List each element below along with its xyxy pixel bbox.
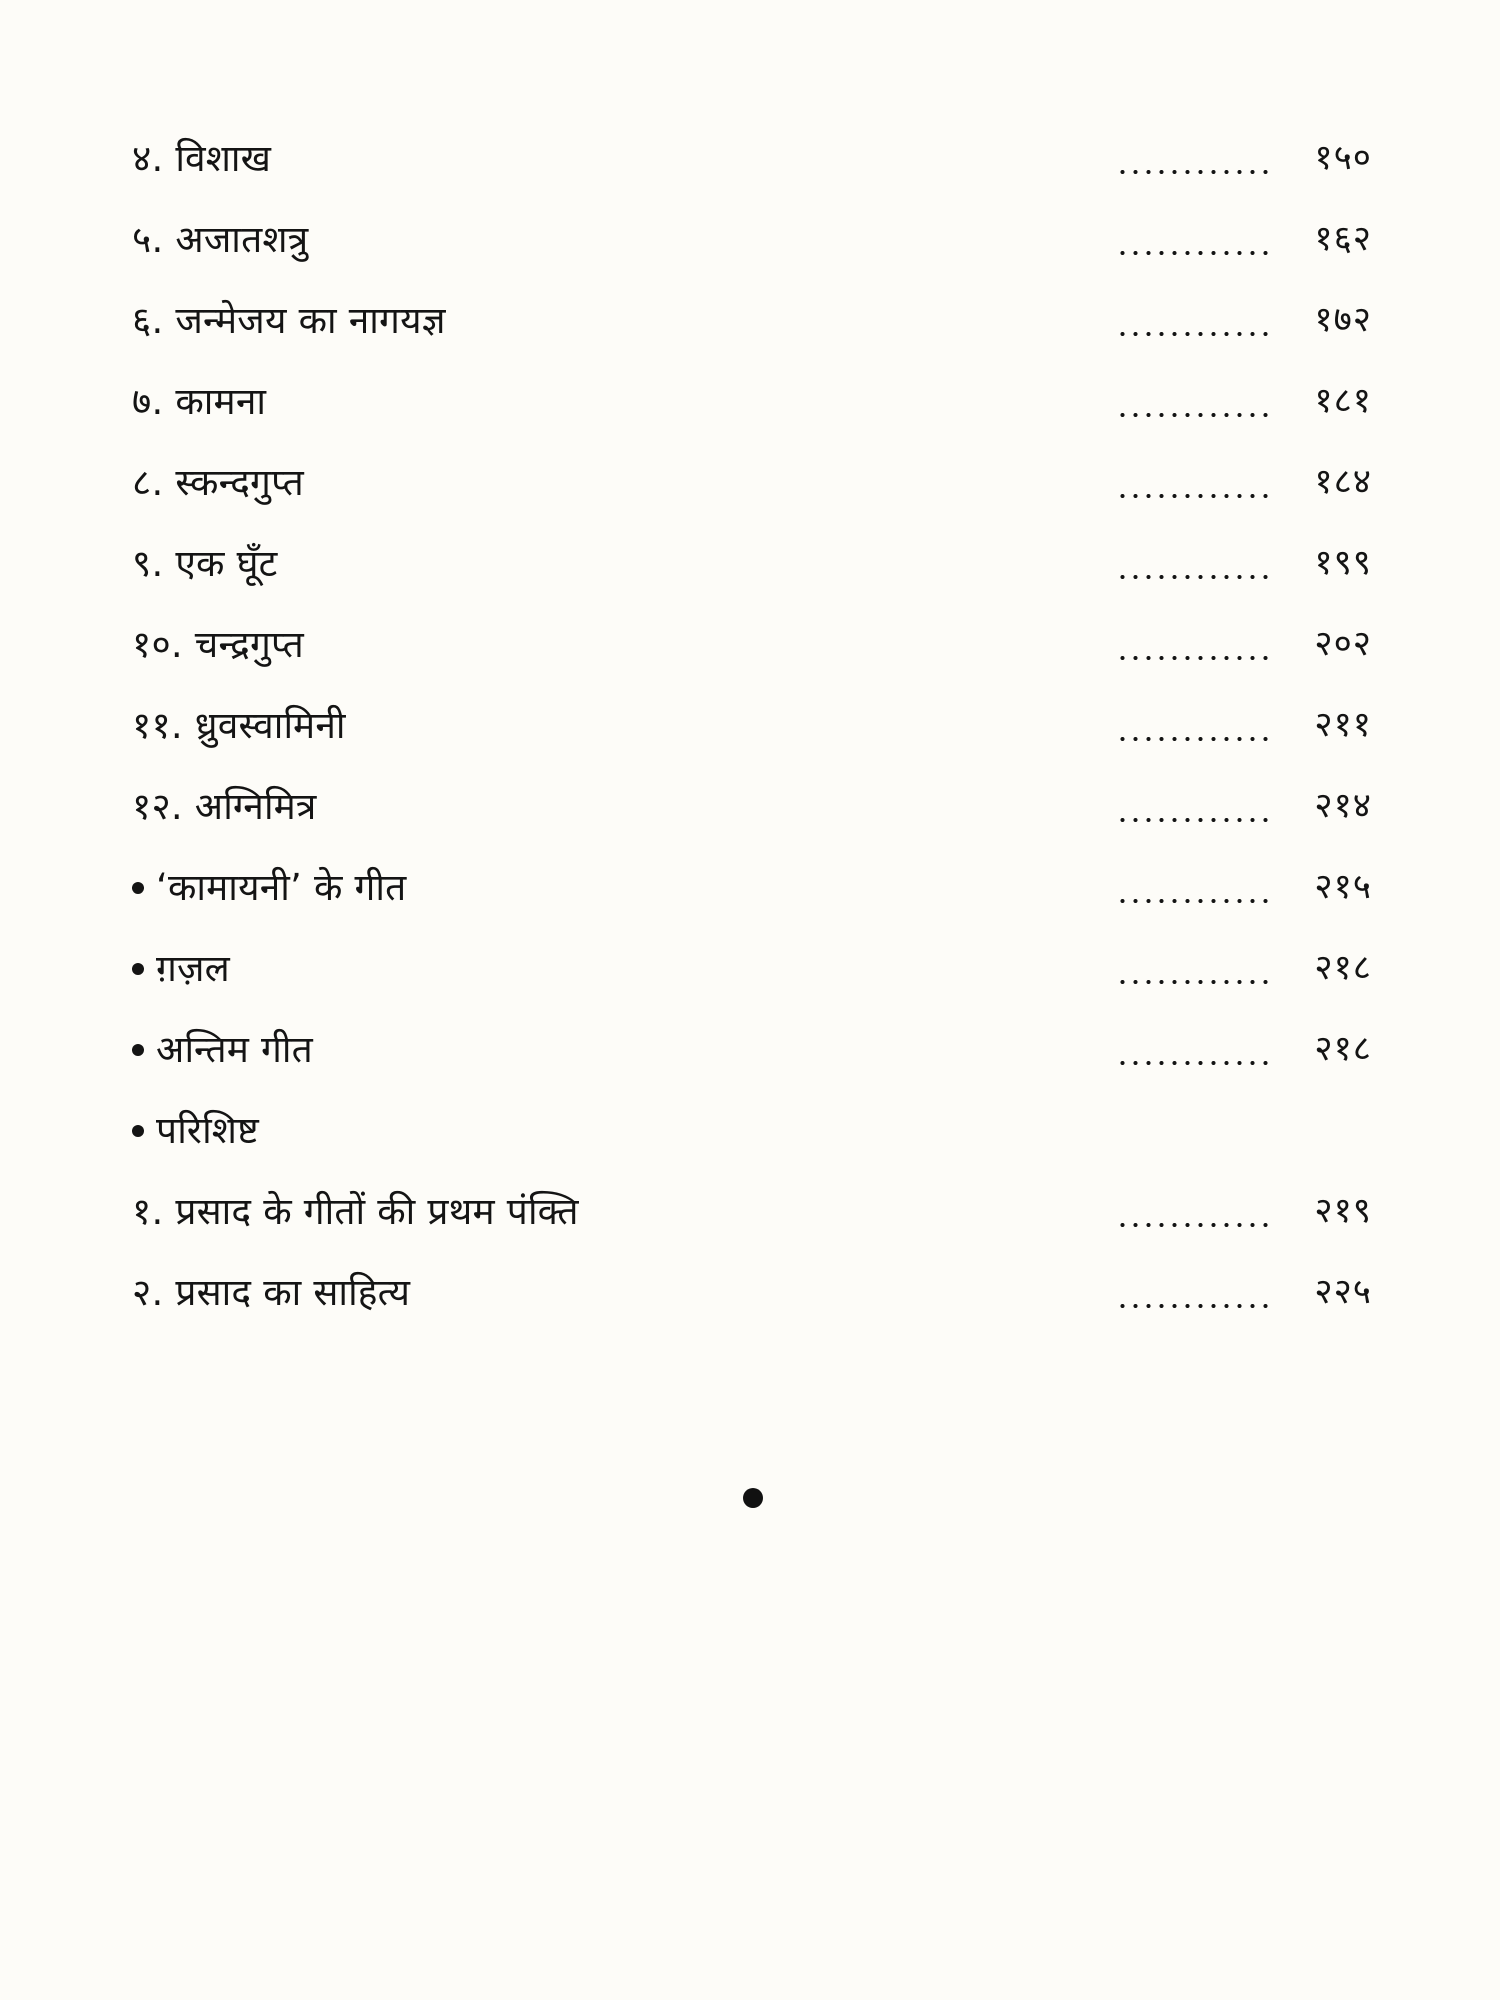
- bullet-icon: [132, 963, 144, 975]
- dot-leader: [1116, 1061, 1276, 1065]
- page-number: १६२: [1314, 219, 1372, 259]
- toc-entry-title: [132, 623, 304, 666]
- toc-entry-title: [132, 1190, 579, 1233]
- toc-entry-title-text: २. प्रसाद का साहित्य: [132, 1271, 411, 1314]
- toc-entry: [132, 280, 1372, 361]
- toc-entry-page: [1116, 705, 1372, 745]
- toc-entry-title: [132, 785, 317, 828]
- toc-entry-title-text: १. प्रसाद के गीतों की प्रथम पंक्ति: [132, 1190, 579, 1233]
- page-number: २१८: [1314, 948, 1372, 988]
- toc-entry: [132, 847, 1372, 928]
- page-number: २०२: [1314, 624, 1372, 664]
- dot-leader: [1116, 899, 1276, 903]
- bullet-icon: [132, 1044, 144, 1056]
- toc-entry-page: [1116, 300, 1372, 340]
- toc-entry-title-text: ७. कामना: [132, 380, 267, 423]
- toc-entry: [132, 685, 1372, 766]
- toc-entry-title-text: ११. ध्रुवस्वामिनी: [132, 704, 346, 747]
- toc-entry-title: [132, 1028, 313, 1071]
- toc-entry-page: [1116, 543, 1372, 583]
- page-number: १८४: [1314, 462, 1372, 502]
- toc-entry-title-text: ४. विशाख: [132, 137, 272, 180]
- toc-entry-page: [1116, 948, 1372, 988]
- toc-entry-title: [132, 1109, 259, 1152]
- toc-entry-title-text: ग़ज़ल: [156, 947, 230, 990]
- dot-leader: [1116, 575, 1276, 579]
- dot-leader: [1116, 737, 1276, 741]
- toc-entry-title-text: ८. स्कन्दगुप्त: [132, 461, 304, 504]
- toc-entry-title-text: अन्तिम गीत: [156, 1028, 313, 1071]
- toc-entry-title: [132, 137, 272, 180]
- toc-entry-page: [1116, 381, 1372, 421]
- page-number: १८१: [1314, 381, 1372, 421]
- dot-leader: [1116, 494, 1276, 498]
- toc-entry-title: [132, 380, 267, 423]
- dot-leader: [1116, 413, 1276, 417]
- toc-entry-title-text: ५. अजातशत्रु: [132, 218, 309, 261]
- toc-entry-title: [132, 542, 278, 585]
- toc-entry: [132, 361, 1372, 442]
- toc-entry-page: [1116, 138, 1372, 178]
- toc-entry: [132, 118, 1372, 199]
- dot-leader: [1116, 1223, 1276, 1227]
- page-number: २१५: [1314, 867, 1372, 907]
- dot-leader: [1116, 251, 1276, 255]
- dot-leader: [1116, 656, 1276, 660]
- page-number: २१९: [1314, 1191, 1372, 1231]
- dot-leader: [1116, 1304, 1276, 1308]
- dot-leader: [1116, 332, 1276, 336]
- toc-entry: [132, 1252, 1372, 1333]
- toc-entry: [132, 1009, 1372, 1090]
- bullet-icon: [132, 882, 144, 894]
- toc-entry-title-text: ‘कामायनी’ के गीत: [156, 866, 407, 909]
- toc-entry-page: [1116, 867, 1372, 907]
- toc-entry-page: [1116, 1191, 1372, 1231]
- toc-entry-title: [132, 704, 346, 747]
- toc-entry: [132, 928, 1372, 1009]
- page-number: १९९: [1314, 543, 1372, 583]
- toc-entry-title: [132, 866, 407, 909]
- toc-entry-page: [1116, 786, 1372, 826]
- page-number: २१४: [1314, 786, 1372, 826]
- toc-entry: [132, 1171, 1372, 1252]
- toc-entry-title-text: ९. एक घूँट: [132, 542, 278, 585]
- toc-entry-page: [1116, 624, 1372, 664]
- toc-entry: [132, 442, 1372, 523]
- toc-entry-title: [132, 299, 446, 342]
- toc-entry: [132, 199, 1372, 280]
- page-number: १५०: [1314, 138, 1372, 178]
- toc-entry-page: [1116, 1029, 1372, 1069]
- page-number: २१८: [1314, 1029, 1372, 1069]
- page-number: १७२: [1314, 300, 1372, 340]
- end-bullet-mark: [743, 1488, 763, 1508]
- page-number: २२५: [1314, 1272, 1372, 1312]
- toc-entry: [132, 1090, 1372, 1171]
- table-of-contents: [132, 118, 1372, 1333]
- toc-entry-title-text: १२. अग्निमित्र: [132, 785, 317, 828]
- toc-entry-page: [1116, 1272, 1372, 1312]
- toc-entry-page: [1116, 462, 1372, 502]
- dot-leader: [1116, 980, 1276, 984]
- toc-entry-title-text: ६. जन्मेजय का नागयज्ञ: [132, 299, 446, 342]
- toc-entry-title-text: १०. चन्द्रगुप्त: [132, 623, 304, 666]
- toc-entry-title: [132, 218, 309, 261]
- toc-entry-page: [1116, 219, 1372, 259]
- toc-entry-title: [132, 947, 230, 990]
- toc-entry-title-text: परिशिष्ट: [156, 1109, 259, 1152]
- dot-leader: [1116, 818, 1276, 822]
- page-number: २११: [1314, 705, 1372, 745]
- toc-entry: [132, 766, 1372, 847]
- toc-entry: [132, 604, 1372, 685]
- toc-entry: [132, 523, 1372, 604]
- toc-entry-title: [132, 461, 304, 504]
- toc-entry-title: [132, 1271, 411, 1314]
- bullet-icon: [132, 1125, 144, 1137]
- dot-leader: [1116, 170, 1276, 174]
